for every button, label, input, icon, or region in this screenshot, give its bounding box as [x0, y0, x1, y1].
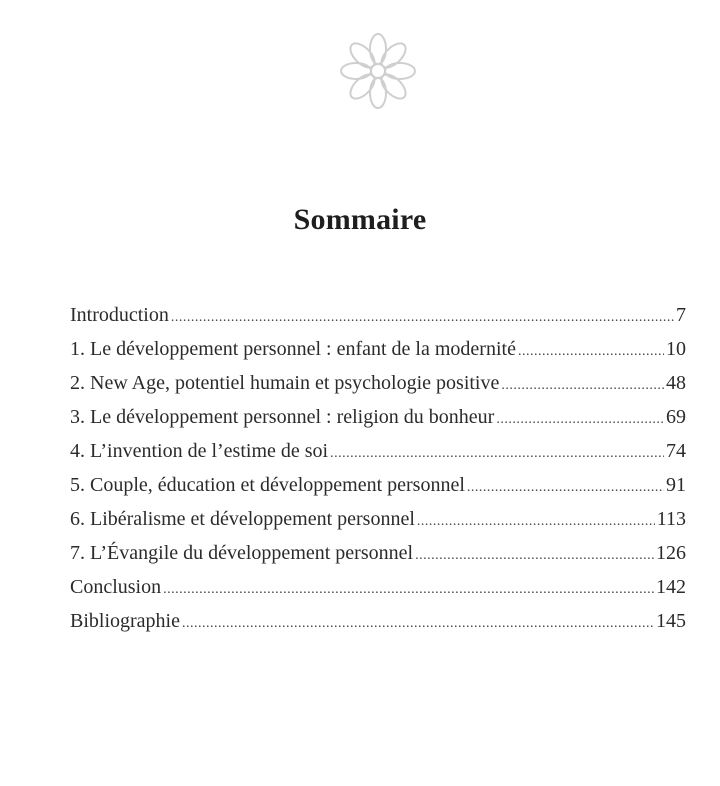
toc-entry-page: 48 — [666, 372, 686, 394]
dot-leader — [330, 437, 664, 471]
toc-entry-chapter-4 — [70, 434, 686, 468]
toc-entry-label: 3. Le développement personnel : religion du bonheur — [70, 406, 495, 428]
toc-entry-chapter-5 — [70, 468, 686, 502]
toc-entry-page: 91 — [666, 474, 686, 496]
toc-entry-page: 142 — [656, 576, 686, 598]
dot-leader — [415, 539, 654, 573]
toc-entry-label: 4. L’invention de l’estime de soi — [70, 440, 329, 462]
toc-entry-label: Bibliographie — [70, 610, 180, 632]
toc-entry-chapter-1 — [70, 332, 686, 366]
toc-entry-chapter-3 — [70, 400, 686, 434]
toc-entry-page: 145 — [656, 610, 686, 632]
dot-leader — [518, 335, 664, 369]
toc-entry-introduction — [70, 298, 686, 332]
toc-entry-page: 7 — [676, 304, 686, 326]
toc-entry-label: Conclusion — [70, 576, 162, 598]
toc-entry-label: 1. Le développement personnel : enfant de la modernité — [70, 338, 516, 360]
toc-entry-chapter-7 — [70, 536, 686, 570]
toc-entry-page: 113 — [656, 508, 686, 530]
dot-leader — [163, 573, 654, 607]
toc-entry-chapter-2 — [70, 366, 686, 400]
toc-entry-conclusion — [70, 570, 686, 604]
toc-entry-page: 69 — [666, 406, 686, 428]
toc-entry-page: 74 — [666, 440, 686, 462]
toc-entry-label: 5. Couple, éducation et développement personnel — [70, 474, 465, 496]
dot-leader — [501, 369, 664, 403]
toc-entry-label: Introduction — [70, 304, 169, 326]
table-of-contents — [70, 298, 686, 638]
dot-leader — [171, 301, 674, 335]
toc-entry-bibliographie — [70, 604, 686, 638]
dot-leader — [496, 403, 664, 437]
dot-leader — [182, 607, 654, 641]
page-title: Sommaire — [293, 203, 427, 236]
toc-entry-page: 126 — [656, 542, 686, 564]
toc-entry-label: 7. L’Évangile du développement personnel — [70, 542, 414, 564]
dot-leader — [417, 505, 655, 539]
toc-entry-page: 10 — [666, 338, 686, 360]
dot-leader — [467, 471, 664, 505]
floral-ornament-icon — [337, 30, 419, 112]
toc-entry-chapter-6 — [70, 502, 686, 536]
toc-entry-label: 6. Libéralisme et développement personnel — [70, 508, 415, 530]
toc-entry-label: 2. New Age, potentiel humain et psychologie positive — [70, 372, 500, 394]
